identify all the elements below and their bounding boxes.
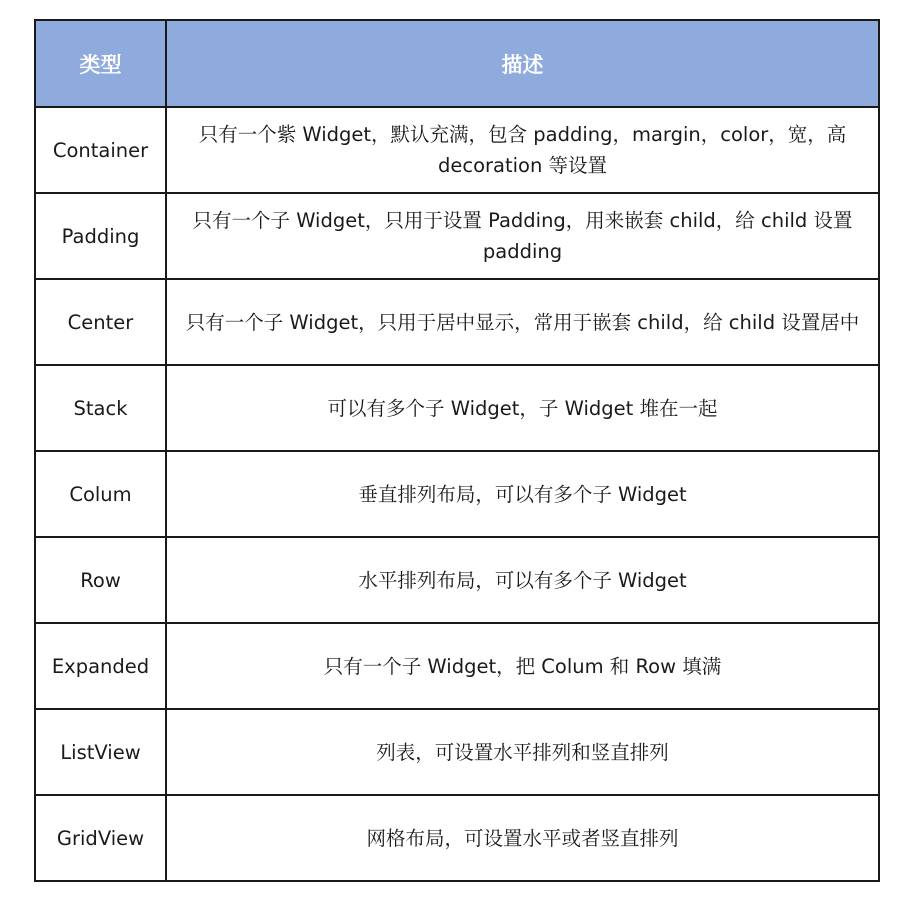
cell-description: 只有一个子 Widget，把 Colum 和 Row 填满	[166, 623, 879, 709]
widget-table	[34, 19, 880, 882]
cell-type: Container	[35, 107, 166, 193]
table-row	[35, 623, 879, 709]
cell-description: 垂直排列布局，可以有多个子 Widget	[166, 451, 879, 537]
table-row	[35, 795, 879, 881]
cell-description: 只有一个紫 Widget，默认充满，包含 padding，margin，color，宽，高 decoration 等设置	[166, 107, 879, 193]
table-header	[35, 20, 879, 107]
header-description: 描述	[166, 20, 879, 107]
cell-type: Colum	[35, 451, 166, 537]
table-body	[35, 107, 879, 881]
table-row	[35, 451, 879, 537]
header-row	[35, 20, 879, 107]
table-row	[35, 107, 879, 193]
table-row	[35, 365, 879, 451]
header-type: 类型	[35, 20, 166, 107]
cell-type: Padding	[35, 193, 166, 279]
cell-type: GridView	[35, 795, 166, 881]
cell-type: Row	[35, 537, 166, 623]
cell-type: Stack	[35, 365, 166, 451]
cell-description: 列表，可设置水平排列和竖直排列	[166, 709, 879, 795]
cell-description: 只有一个子 Widget，只用于设置 Padding，用来嵌套 child，给 child 设置 padding	[166, 193, 879, 279]
table-row	[35, 709, 879, 795]
cell-type: Expanded	[35, 623, 166, 709]
cell-description: 网格布局，可设置水平或者竖直排列	[166, 795, 879, 881]
table-row	[35, 193, 879, 279]
cell-type: Center	[35, 279, 166, 365]
cell-description: 水平排列布局，可以有多个子 Widget	[166, 537, 879, 623]
cell-description: 可以有多个子 Widget，子 Widget 堆在一起	[166, 365, 879, 451]
table-row	[35, 279, 879, 365]
table-row	[35, 537, 879, 623]
cell-type: ListView	[35, 709, 166, 795]
cell-description: 只有一个子 Widget，只用于居中显示，常用于嵌套 child，给 child 设置居中	[166, 279, 879, 365]
